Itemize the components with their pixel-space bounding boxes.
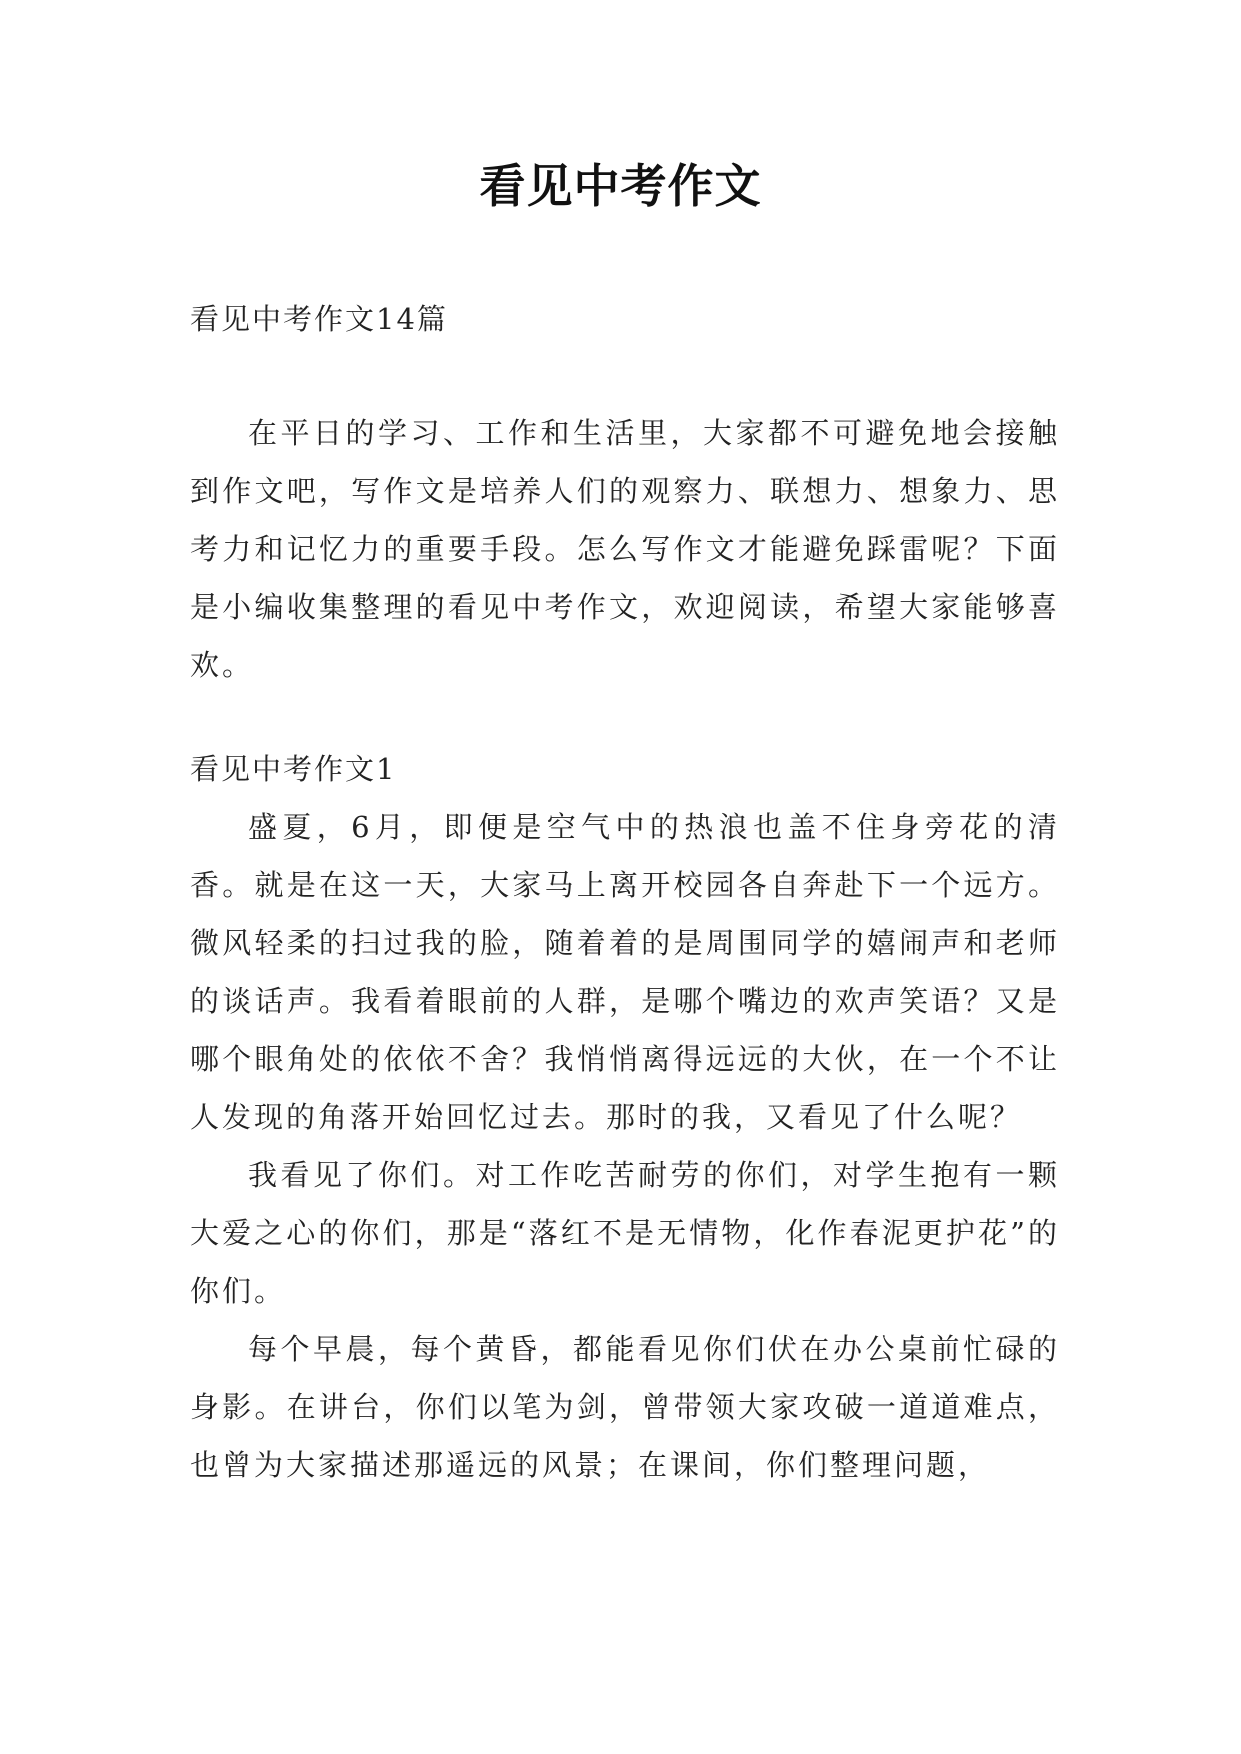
collection-heading: 看见中考作文14篇 (190, 302, 448, 336)
section-heading: 看见中考作文1 (190, 752, 397, 786)
document-body (190, 290, 1060, 1494)
body-paragraph: 盛夏，6月，即便是空气中的热浪也盖不住身旁花的清香。就是在这一天，大家马上离开校园各自奔赴下一个远方。微风轻柔的扫过我的脸，随着着的是周围同学的嬉闹声和老师的谈话声。我看着眼前的人群，是哪个嘴边的欢声笑语？又是哪个眼角处的依依不舍？我悄悄离得远远的大伙，在一个不让人发现的角落开始回忆过去。那时的我，又看见了什么呢？ (190, 810, 1060, 1134)
body-paragraph: 每个早晨，每个黄昏，都能看见你们伏在办公桌前忙碌的身影。在讲台，你们以笔为剑，曾带领大家攻破一道道难点，也曾为大家描述那遥远的风景；在课间，你们整理问题， (190, 1332, 1060, 1482)
body-paragraph: 我看见了你们。对工作吃苦耐劳的你们，对学生抱有一颗大爱之心的你们，那是“落红不是无情物，化作春泥更护花”的你们。 (190, 1158, 1060, 1308)
document-title: 看见中考作文 (479, 159, 762, 213)
intro-paragraph: 在平日的学习、工作和生活里，大家都不可避免地会接触到作文吧，写作文是培养人们的观察力、联想力、想象力、思考力和记忆力的重要手段。怎么写作文才能避免踩雷呢？下面是小编收集整理的看见中考作文，欢迎阅读，希望大家能够喜欢。 (190, 416, 1060, 682)
